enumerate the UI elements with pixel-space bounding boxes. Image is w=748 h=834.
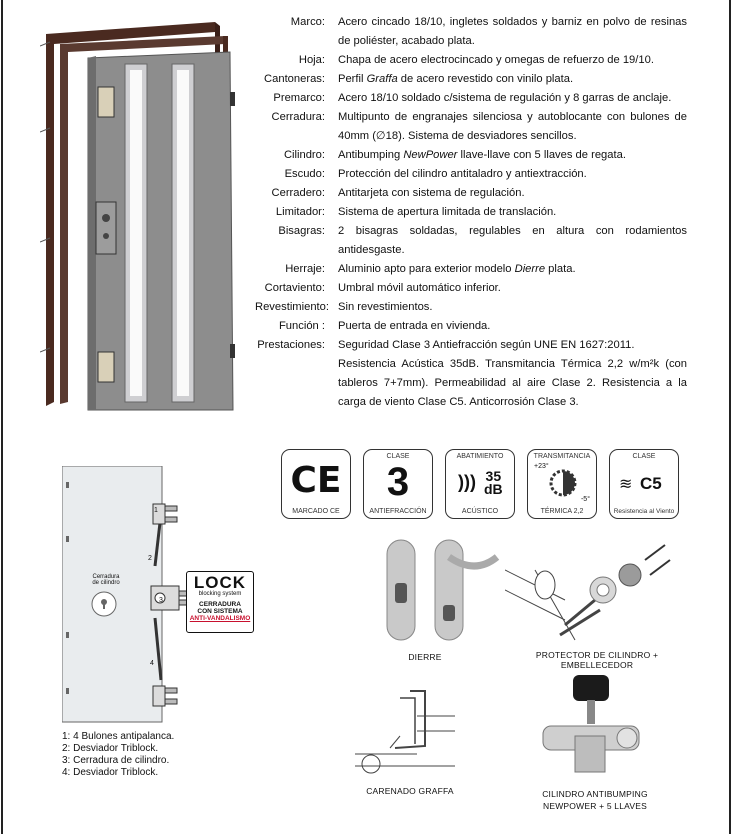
spec-row xyxy=(255,51,687,70)
clase-3-badge xyxy=(363,449,433,519)
lock-blocking-badge xyxy=(186,571,254,633)
spec-value: Perfil Graffa de acero revestido con vinilo plata. xyxy=(338,73,574,85)
spec-row xyxy=(255,13,687,51)
spec-value: Multipunto de engranajes silenciosa y autoblocante con bulones de 40mm (∅18). Sistema de desviadores sencillos. xyxy=(338,111,687,142)
lock-badge-title: LOCK xyxy=(193,573,247,592)
marker-2: 2 xyxy=(148,555,152,562)
right-border-line xyxy=(729,0,731,834)
protector-caption: PROTECTOR DE CILINDRO + EMBELLECEDOR xyxy=(535,650,659,670)
thermal-label: TÉRMICA 2,2 xyxy=(540,508,584,515)
spec-value: Antibumping NewPower llave-llave con 5 llaves de regata. xyxy=(338,149,626,161)
antibumping-cylinder-image xyxy=(535,670,645,780)
thermal-plus: +23° xyxy=(534,463,549,470)
clase-label: ANTIEFRACCIÓN xyxy=(369,508,427,515)
spec-label: Prestaciones: xyxy=(257,339,325,351)
spec-label: Premarco: xyxy=(273,92,325,104)
spec-row xyxy=(255,146,687,165)
acoustic-badge xyxy=(445,449,515,519)
wind-top: CLASE xyxy=(632,453,656,460)
spec-value: Sin revestimientos. xyxy=(338,301,433,313)
clase-number: 3 xyxy=(386,460,410,504)
spec-value: Protección del cilindro antitaladro y antiextracción. xyxy=(338,168,587,180)
spec-row xyxy=(255,184,687,203)
spec-row xyxy=(255,260,687,279)
spec-row xyxy=(255,222,687,260)
graffa-profile-diagram xyxy=(355,686,455,778)
spec-label: Hoja: xyxy=(298,54,325,66)
graffa-caption: CARENADO GRAFFA xyxy=(366,786,454,796)
spec-label: Función : xyxy=(278,320,325,332)
legend-item: 3: Cerradura de cilindro. xyxy=(62,755,170,766)
spec-label: Escudo: xyxy=(284,168,325,180)
spec-value: Puerta de entrada en vivienda. xyxy=(338,320,491,332)
spec-value: Antitarjeta con sistema de regulación. xyxy=(338,187,525,199)
thermal-top: TRANSMITANCIA xyxy=(533,453,591,460)
spec-row xyxy=(255,89,687,108)
ce-badge xyxy=(281,449,351,519)
spec-row xyxy=(255,317,687,336)
lock-line-3: ANTI-VANDALISMO xyxy=(189,615,251,622)
marker-3: 3 xyxy=(159,597,163,604)
spec-value: 2 bisagras soldadas, regulables en altura con rodamientos antidesgaste. xyxy=(338,225,687,256)
thermal-badge xyxy=(527,449,597,519)
lock-line-2: CON SISTEMA xyxy=(197,608,243,615)
spec-value: Umbral móvil automático inferior. xyxy=(338,282,501,294)
lock-line-1: CERRADURA xyxy=(199,601,241,608)
spec-label: Cortaviento: xyxy=(264,282,325,294)
spec-label: Cantoneras: xyxy=(264,73,325,85)
spec-value: Acero cincado 18/10, ingletes soldados y barniz en polvo de resinas de poliéster, acabado plata. xyxy=(338,16,687,47)
spec-label: Herraje: xyxy=(285,263,325,275)
spec-label: Cerradura: xyxy=(271,111,325,123)
dierre-caption: DIERRE xyxy=(408,652,442,662)
spec-label xyxy=(255,355,338,412)
spec-row xyxy=(255,355,687,412)
lock-system-drawing xyxy=(62,466,190,724)
door-illustration xyxy=(40,22,240,412)
spec-label: Marco: xyxy=(290,16,325,28)
spec-value: Aluminio apto para exterior modelo Dierre plata. xyxy=(338,263,576,275)
legend-item: 2: Desviador Triblock. xyxy=(62,743,159,754)
spec-value: Seguridad Clase 3 Antiefracción según UNE EN 1627:2011. xyxy=(338,339,635,351)
certification-badges xyxy=(281,449,679,519)
spec-value: Acero 18/10 soldado c/sistema de regulación y 8 garras de anclaje. xyxy=(338,92,672,104)
spec-row xyxy=(255,203,687,222)
spec-row xyxy=(255,336,687,355)
spec-row xyxy=(255,108,687,146)
marker-4: 4 xyxy=(150,660,154,667)
legend-item: 4: Desviador Triblock. xyxy=(62,767,159,778)
snowflake-sun-icon xyxy=(548,468,578,498)
acoustic-value: 35 dB xyxy=(484,468,503,497)
cylinder-label: Cerradura de cilindro xyxy=(92,574,120,586)
acoustic-label: ACÚSTICO xyxy=(461,508,499,515)
legend-item: 1: 4 Bulones antipalanca. xyxy=(62,731,175,742)
spec-value: Chapa de acero electrocincado y omegas de refuerzo de 19/10. xyxy=(338,54,654,66)
spec-row xyxy=(255,165,687,184)
clase-top: CLASE xyxy=(386,453,410,460)
sound-wave-icon: ))) xyxy=(458,472,476,492)
dierre-handle-image xyxy=(365,535,505,645)
spec-list xyxy=(255,13,687,412)
cylinder-protector-diagram xyxy=(505,540,675,650)
lock-badge-sub: blocking system xyxy=(198,591,242,597)
antibumping-caption: CILINDRO ANTIBUMPING NEWPOWER + 5 LLAVES xyxy=(542,789,648,811)
thermal-minus: -5° xyxy=(580,496,590,503)
wind-label: Resistencia al Viento xyxy=(613,508,675,515)
spec-label: Limitador: xyxy=(275,206,325,218)
left-border-line xyxy=(1,0,3,834)
spec-value: Sistema de apertura limitada de translación. xyxy=(338,206,557,218)
spec-value: Resistencia Acústica 35dB. Transmitancia Térmica 2,2 w/m²k (con tableros 7+7mm). Permeabilidad al aire Clase 2. Resistencia a la carga de viento Clase C5. Anticorrosión Clase 3. xyxy=(338,358,687,408)
spec-label: Bisagras: xyxy=(278,225,325,237)
wind-class: C5 xyxy=(640,474,662,493)
wind-badge xyxy=(609,449,679,519)
ce-label: MARCADO CE xyxy=(292,508,340,515)
spec-label: Cilindro: xyxy=(283,149,325,161)
spec-row xyxy=(255,70,687,89)
ce-mark-icon: CE xyxy=(290,460,342,501)
spec-label: Revestimiento: xyxy=(255,301,329,313)
acoustic-top: ABATIMIENTO xyxy=(456,453,504,460)
drawing-legend xyxy=(62,731,174,779)
wind-icon: ≋ xyxy=(619,476,633,493)
spec-row xyxy=(255,279,687,298)
marker-1: 1 xyxy=(154,507,158,514)
spec-row xyxy=(255,298,687,317)
spec-label: Cerradero: xyxy=(271,187,325,199)
